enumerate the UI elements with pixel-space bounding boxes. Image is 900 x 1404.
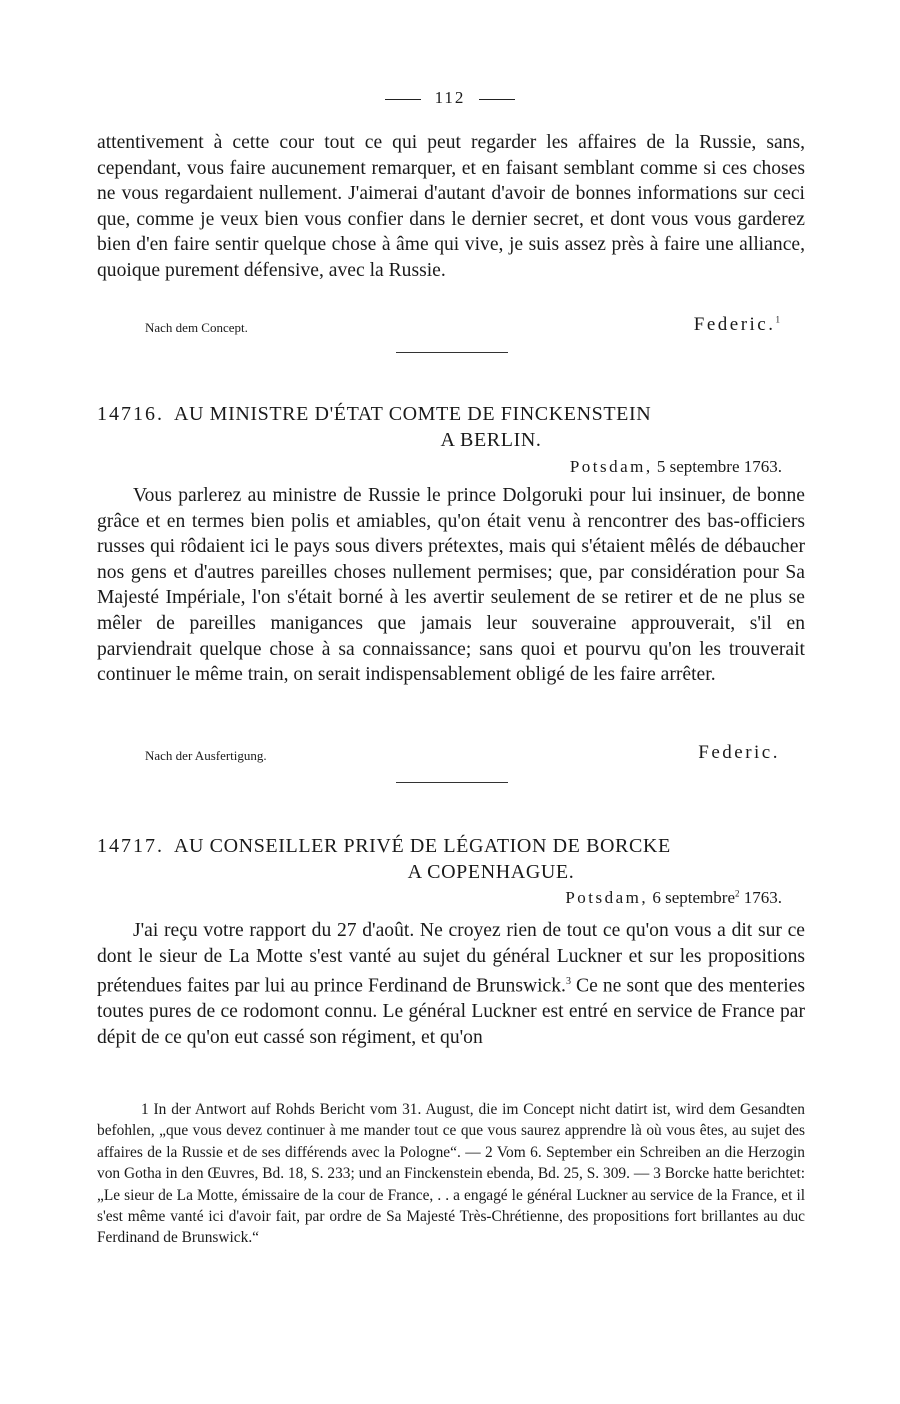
footnote-ref-1: 1 [775, 314, 780, 325]
letter-14717-text-part1: J'ai reçu votre rapport du 27 d'août. Ne croyez rien de tout ce qu'on vous a dit sur ce dont le sieur de La Motte s'est vanté au sujet du général Luckner et sur les propositions prétendues faites par lui au prince Ferdinand de Brunswick. [97, 920, 805, 997]
continuation-paragraph [97, 130, 805, 284]
letter-14716-source-note: Nach der Ausfertigung. [145, 748, 267, 763]
letter-14717-text [97, 918, 805, 1051]
letter-14717-date-day: 6 septembre [652, 888, 735, 907]
letter-14717-destination: A COPENHAGUE. [407, 861, 575, 883]
letter-14717-date-year: 1763. [743, 888, 782, 907]
page-header [0, 88, 900, 108]
letter-14716-body [97, 483, 805, 688]
letter-14716-heading [97, 401, 805, 453]
letter-14717-body [97, 918, 805, 1051]
header-dash-right [479, 99, 515, 100]
letter-14716-date: 5 septembre 1763. [656, 457, 782, 476]
footnote-ref-3: 3 [565, 976, 571, 988]
letter-14716-title: AU MINISTRE D'ÉTAT COMTE DE FINCKENSTEIN [174, 403, 652, 425]
letter-14716-number: 14716. [97, 403, 164, 425]
footnotes [97, 1099, 805, 1249]
page-number: 112 [434, 88, 466, 107]
letter-14716-destination: A BERLIN. [440, 429, 542, 451]
letter-14717-heading-line1 [97, 833, 805, 859]
letter-14717-number: 14717. [97, 835, 164, 857]
continuation-text: attentivement à cette cour tout ce qui peut regarder les affaires de la Russie, sans, cependant, vous faire aucunement remarquer, et en faisant semblant comme si ces choses ne vous regardaient nullement. J'aimerai d'autant d'avoir de bonnes informations sur ceci que, comme je veux bien vous confier dans le dernier secret, et dont vous vous garderez bien d'en faire sentir quelque chose à âme qui vive, je suis assez près à faire une alliance, quoique purement défensive, avec la Russie. [97, 132, 805, 281]
header-dash-left [385, 99, 421, 100]
continuation-signature: Federic.$^1$ [693, 314, 780, 335]
letter-14716-heading-line1 [97, 401, 805, 427]
letter-14717-place: Potsdam, [565, 888, 649, 907]
letter-14717-dateline [565, 888, 782, 908]
letter-14717-text-part2: Ce ne sont que des menteries toutes pures de ce rodomont connu. Le général Luckner est entré en service de France par dépit de ce qu'on eut cassé son régiment, et qu'on [97, 975, 805, 1048]
letter-14716-signature: Federic. [698, 742, 780, 763]
letter-14716-closing [97, 742, 805, 766]
letter-14717-heading [97, 833, 805, 885]
continuation-closing [97, 314, 805, 338]
letter-14716-text: Vous parlerez au ministre de Russie le prince Dolgoruki pour lui insinuer, de bonne grâce et en termes bien polis et amiables, qu'on était venu à rencontrer des bas-officiers russes qui rôdaient ici le pays sous divers prétextes, mais qui s'étaient mêlés de débaucher nos gens et d'autres pareilles choses nullement permises; que, par considération pour Sa Majesté Impériale, l'on s'était borné à les avertir seulement de se retirer et de ne plus se mêler de pareilles manigances que jamais leur souveraine approuverait, s'il en parviendrait quelque chose à sa connaissance; sans quoi et pourvu qu'on les trouverait continuer le même train, on serait indispensablement obligé de les faire arrêter. [97, 485, 805, 686]
footnotes-text: 1 In der Antwort auf Rohds Bericht vom 31. August, die im Concept nicht datirt ist, wird dem Gesandten befohlen, „que vous devez continuer à me mander tout ce que vous saurez apprendre là où vous êtes, au sujet des affaires de la Russie et de ses différends avec la Pologne“. — 2 Vom 6. September ein Schreiben an die Herzogin von Gotha in den Œuvres, Bd. 18, S. 233; und an Finckenstein ebenda, Bd. 25, S. 309. — 3 Borcke hatte berichtet: „Le sieur de La Motte, émissaire de la cour de France, . . a engagé le général Luckner au service de la France, et il s'est même vanté ici d'avoir fait, par ordre de Sa Majesté Très-Chrétienne, des propositions fort brillantes au duc Ferdinand de Brunswick.“ [97, 1101, 805, 1247]
section-divider-1 [396, 352, 508, 353]
letter-14717-title: AU CONSEILLER PRIVÉ DE LÉGATION DE BORCKE [174, 835, 671, 857]
continuation-source-note: Nach dem Concept. [145, 320, 248, 335]
letter-14716-place: Potsdam, [569, 457, 653, 476]
section-divider-2 [396, 782, 508, 783]
footnote-ref-2: 2 [735, 888, 740, 899]
letter-14716-dateline [570, 457, 782, 477]
